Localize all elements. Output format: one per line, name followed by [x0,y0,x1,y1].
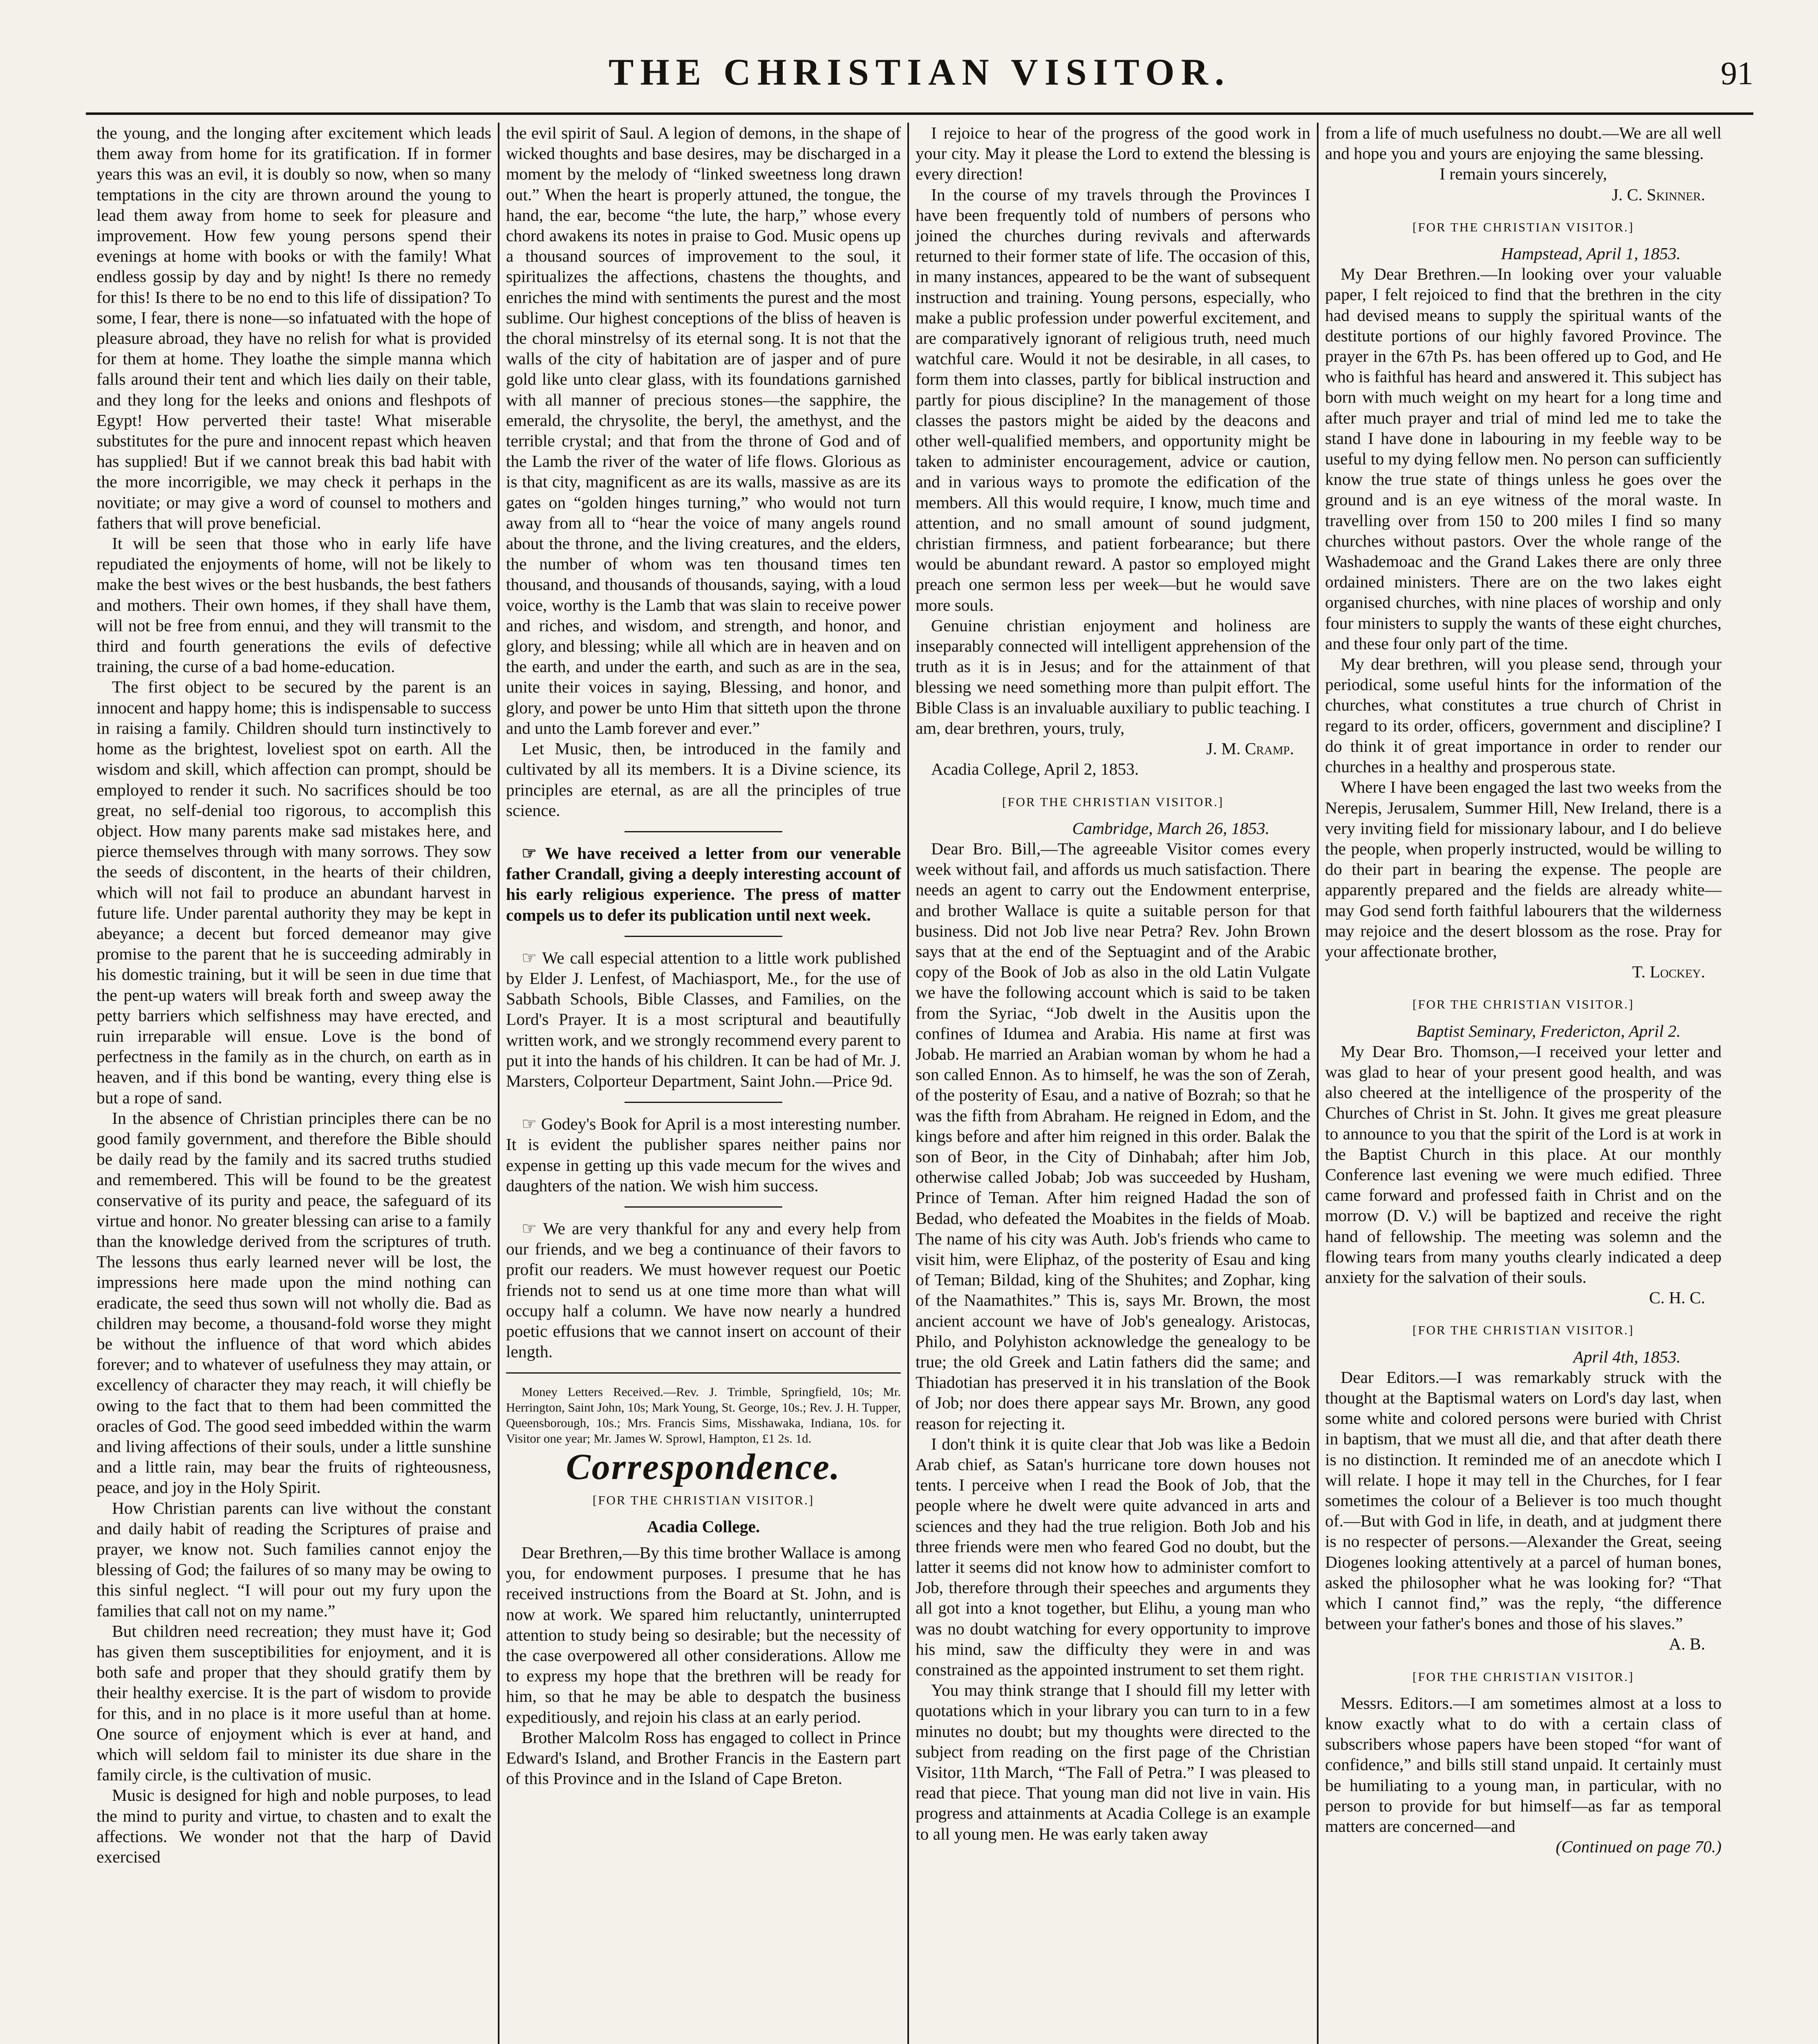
paragraph: from a life of much usefulness no doubt.—We are all well and hope you and yours are enjoying the same blessing. [1325,123,1722,163]
dateline: Baptist Seminary, Fredericton, April 2. [1416,1021,1681,1040]
paragraph: Genuine christian enjoyment and holiness are inseparably connected will intelligent apprehension of the truth as it is in Jesus; and for the attainment of that blessing we need something more than pulpit effort. The Bible Class is an invaluable auxiliary to public teaching. I am, dear brethren, yours, truly, [916,616,1310,737]
signature: T. Lockey. [1632,962,1705,982]
paragraph: Where I have been engaged the last two weeks from the Nerepis, Jerusalem, Summer Hill, New Ireland, there is a very inviting field for missionary labour, and I do believe the people, when properly instructed, would be willing to do their part in bearing the expense. The people are apparently prepared and the fields are already white—may God send forth faithful labourers that the wilderness may rejoice and the desert blossom as the rose. Pray for your affectionate brother, [1325,778,1722,961]
article-heading: Acadia College. [647,1517,760,1536]
column-4 [1319,123,1728,2044]
signature: C. H. C. [1649,1288,1705,1307]
page-title: THE CHRISTIAN VISITOR. [609,51,1231,93]
divider [625,1206,782,1208]
paragraph: My Dear Brethren.—In looking over your valuable paper, I felt rejoiced to find that the brethren in the city had devised means to supply the spiritual wants of the destitute portions of our highly favored Province. The prayer in the 67th Ps. has been offered up to God, and He who is faithful has heard and answered it. This subject has born with much weight on my heart for a long time and after much prayer and trial of mind led me to take the stand I have done in labouring in my feeble way to be useful to my dying fellow men. No person can sufficiently know the true state of things unless he goes over the ground and is an eye witness of the moral waste. In travelling over from 150 to 200 miles I find so many churches without pastors. Over the whole range of the Washademoac and the Grand Lakes there are only three ordained ministers. There are on the two lakes eight organised churches, with nine places of worship and only four ministers to supply the wants of these eight churches, and these four only part of the time. [1325,264,1722,653]
paragraph: The first object to be secured by the parent is an innocent and happy home; this is indispensable to success in raising a family. Children should turn instinctively to home as the brightest, loveliest spot on earth. All the wisdom and skill, which affection can prompt, should be employed to render it such. No sacrifices should be too great, no self-denial too rigorous, to accomplish this object. How many parents make sad mistakes here, and pierce themselves through with many sorrows. They sow the seeds of discontent, in the hearts of their children, which will not fail to produce an abundant harvest in future life. Under parental authority they may be kept in abeyance; a decent but forced demeanor may give promise to the parent that he is succeeding admirably in his domestic training, but it will be seen in due time that the pent-up waters will break forth and sweep away the petty barriers which selfishness may have erected, and ruin irreparable will ensue. Love is the bond of perfectness in the family as in the church, on earth as in heaven, and if this bond be wanting, every thing else is but a rope of sand. [96,677,491,1107]
divider [625,1102,782,1103]
paragraph: My dear brethren, will you please send, through your periodical, some useful hints for the information of the churches, what constitutes a true church of Christ in regard to its order, officers, government and discipline? I do think it of great importance in order to render our churches in a healthy and prosperous state. [1325,654,1722,776]
paragraph: I rejoice to hear of the progress of the good work in your city. May it please the Lord to extend the blessing is every direction! [916,123,1310,184]
dateline: April 4th, 1853. [1573,1347,1681,1366]
masthead [86,43,1753,115]
paragraph: How Christian parents can live without the constant and daily habit of reading the Scriptures of praise and prayer, we know not. Such families cannot enjoy the blessing of God; the failures of so many may be owing to this sinful neglect. “I will pour out my fury upon the families that call not on my name.” [96,1498,491,1620]
column-3 [909,123,1319,2044]
paragraph: It will be seen that those who in early life have repudiated the enjoyments of home, will not be likely to make the best wives or the best husbands, the best fathers and mothers. Their own homes, if they shall have them, will not be free from ennui, and they will transmit to the third and fourth generations the evils of defective training, the curse of a bad home-education. [96,534,491,676]
signature: J. M. Cramp. [1206,739,1294,758]
dateline: Hampstead, April 1, 1853. [1501,244,1681,263]
paragraph: Dear Bro. Bill,—The agreeable Visitor comes every week without fail, and affords us much satisfaction. There needs an agent to carry out the Endowment enterprise, and brother Wallace is quite a suitable person for that business. Did not Job live near Petra? Rev. John Brown says that at the end of the Septuagint and of the Arabic copy of the Book of Job as also in the old Latin Vulgate we have the following account which is said to be taken from the Syriac, “Job dwelt in the Ausitis upon the confines of Idumea and Arabia. His name at first was Jobab. He married an Arabian woman by whom he had a son called Ennon. As to himself, he was the son of Zerah, of the posterity of Esau, and a native of Bozrah; so that he was the fifth from Abraham. He reigned in Edom, and the kings before and after him reigned in this order. Balak the son of Beor, in the City of Dinhabah; after him Job, otherwise called Jobab; Job was succeeded by Husham, Prince of Teman. After him reigned Hadad the son of Bedad, who defeated the Moabites in the fields of Moab. The name of his city was Auth. Job's friends who came to visit him, were Eliphaz, of the posterity of Esau and king of Teman; Bildad, king of the Shuhites; and Zophar, king of the Naamathites.” This is, says Mr. Brown, the most ancient account we have of Job's genealogy. Aristocas, Philo, and Polyhiston acknowledge the genealogy to be true; the old Greek and Latin fathers did the same; and Thiadotian has preserved it in his translation of the Book of Job; nor does there appear says Mr. Brown, any good reason for rejecting it. [916,839,1310,1433]
paragraph: Brother Malcolm Ross has engaged to collect in Prince Edward's Island, and Brother Francis in the Eastern part of this Province and in the Island of Cape Breton. [506,1728,901,1788]
attribution-line: [FOR THE CHRISTIAN VISITOR.] [1412,1323,1634,1338]
money-letters: Money Letters Received.—Rev. J. Trimble, Springfield, 10s; Mr. Herrington, Saint John, 10s; Mark Young, St. George, 10s.; Rev. J. H. Tupper, Queensborough, 10s.; Mrs. Francis Sims, Misshawaka, Indiana, 10s. for Visitor one year; Mr. James W. Sprowl, Hampton, £1 2s. 1d. [506,1385,901,1446]
place-date: Acadia College, April 2, 1853. [931,760,1139,779]
divider [625,831,782,832]
paragraph: the young, and the longing after excitement which leads them away from home for its gratification. If in former years this was an evil, it is doubly so now, when so many temptations in the city are thrown around the young to lead them away from home to seek for pleasure and improvement. How few young persons spend their evenings at home with books or with the family! What endless gossip by day and by night! Is there no remedy for this! Is there to be no end to this life of dissipation? To some, I fear, there is none—so infatuated with the hope of pleasure abroad, they have no relish for what is provided for them at home. They loathe the simple manna which falls around their tent and which lies daily on their table, and they long for the leeks and onions and fleshpots of Egypt! How perverted their taste! What miserable substitutes for the pure and innocent repast which heaven has supplied! But if we cannot break this bad habit with the more incorrigible, we may check it perhaps in the novitiate; or may give a word of counsel to mothers and fathers that will prove beneficial. [96,123,491,532]
section-heading: Correspondence. [566,1447,841,1488]
paragraph: You may think strange that I should fill my letter with quotations which in your library you can turn to in a few minutes no doubt; but my thoughts were directed to the subject from reading on the first page of the Christian Visitor, 11th March, “The Fall of Petra.” I was pleased to read that piece. That young man did not live in vain. His progress and attainments at Acadia College is an example to all young men. He was early taken away [916,1681,1310,1843]
divider [506,1372,901,1374]
notice-lenfest: ☞ We call especial attention to a little work published by Elder J. Lenfest, of Machiasport, Me., for the use of Sabbath Schools, Bible Classes, and Families, on the Lord's Prayer. It is a most scriptural and beautifully written work, and we strongly recommend every parent to put it into the hands of his children. It can be had of Mr. J. Marsters, Colporteur Department, Saint John.—Price 9d. [506,948,901,1090]
paragraph: Dear Editors.—I was remarkably struck with the thought at the Baptismal waters on Lord's day last, when some white and colored persons were buried with Christ in baptism, that we must all die, and that after death there is no distinction. It reminded me of an anecdote which I will relate. I hope it may tell in the Churches, for I fear sometimes the colour of a Believer is too much thought of.—But with God in life, in death, and at judgment there is no respecter of persons.—Alexander the Great, seeing Diogenes looking attentively at a parcel of human bones, asked the philosopher what he was looking for? “That which I cannot find,” was the reply, “the difference between your father's bones and those of his slaves.” [1325,1367,1722,1633]
attribution-line: [FOR THE CHRISTIAN VISITOR.] [1412,997,1634,1012]
notice-poetic-friends: ☞ We are very thankful for any and every help from our friends, and we beg a continuance of their favors to profit our readers. We must however request our Poetic friends not to send us at one time more than what will occupy half a column. We have now nearly a hundred poetic effusions that we cannot insert on account of their length. [506,1219,901,1361]
column-2 [499,123,909,2044]
notice-crandall: ☞ We have received a letter from our venerable father Crandall, giving a deeply interesting account of his early religious experience. The press of matter compels us to defer its publication until next week. [506,843,901,924]
dateline: Cambridge, March 26, 1853. [1072,818,1269,838]
page-number: 91 [1721,56,1753,92]
paragraph: Dear Brethren,—By this time brother Wallace is among you, for endowment purposes. I presume that he has received instructions from the Board at St. John, and is now at work. We spared him reluctantly, uninterrupted attention to study being so desirable; but the necessity of the case overpowered all other considerations. Allow me to express my hope that the brethren will be ready for him, so that he may be able to despatch the business expeditiously, and rejoin his class at an early period. [506,1543,901,1726]
attribution-line: [FOR THE CHRISTIAN VISITOR.] [592,1493,815,1507]
paragraph: But children need recreation; they must have it; God has given them susceptibilities for enjoyment, and it is both safe and proper that they should gratify them by their healthy exercise. It is the part of wisdom to provide for this, and in no place is it more useful than at home. One source of enjoyment which is ever at hand, and which will seldom fail to minister its due share in the family circle, is the cultivation of music. [96,1621,491,1784]
paragraph: My Dear Bro. Thomson,—I received your letter and was glad to hear of your present good health, and was also cheered at the intelligence of the prosperity of the Churches of Christ in St. John. It gives me great pleasure to announce to you that the spirit of the Lord is at work in the Baptist Church in this place. At our monthly Conference last evening we were much edified. Three came forward and professed faith in Christ and on the morrow (D. V.) will be baptized and receive the right hand of fellowship. The meeting was solemn and the flowing tears from many youths clearly indicated a deep anxiety for the salvation of their souls. [1325,1042,1722,1286]
paragraph: the evil spirit of Saul. A legion of demons, in the shape of wicked thoughts and base desires, may be discharged in a moment by the melody of “linked sweetness long drawn out.” When the heart is properly attuned, the tongue, the hand, the ear, become “the lute, the harp,” whose every chord awakens its notes in praise to God. Music opens up a thousand sources of improvement to the soul, it spiritualizes the affections, chastens the thoughts, and enriches the mind with sentiments the purest and the most sublime. Our highest conceptions of the bliss of heaven is the choral minstrelsy of its eternal song. It is not that the walls of the city of habitation are of jasper and of pure gold like unto clear glass, with its foundations garnished with all manner of precious stones—the sapphire, the emerald, the chrysolite, the beryl, the amethyst, and the terrible crystal; and that from the throne of God and of the Lamb the river of the water of life flows. Glorious as is that city, magnificent as are its walls, massive as are its gates on “golden hinges turning,” who would not turn away from all to “hear the voice of many angels round about the throne, and the living creatures, and the elders, the number of whom was ten thousand times ten thousand, and thousands of thousands, saying, with a loud voice, worthy is the Lamb that was slain to receive power and riches, and wisdom, and strength, and honor, and glory, and blessing; while all which are in heaven and on the earth, and under the earth, and such as are in the sea, unite their voices in saying, Blessing, and honor, and glory, and power be unto Him that sitteth upon the throne and unto the Lamb forever and ever.” [506,123,901,737]
paragraph: Music is designed for high and noble purposes, to lead the mind to purity and virtue, to chasten and to exalt the affections. We wonder not that the harp of David exercised [96,1786,491,1867]
attribution-line: [FOR THE CHRISTIAN VISITOR.] [1412,1669,1634,1684]
paragraph: I don't think it is quite clear that Job was like a Bedoin Arab chief, as Satan's hurricane tore down houses not tents. I perceive when I read the Book of Job, that the people where he dwelt were quite advanced in arts and sciences and they had the true religion. Both Job and his three friends were men who feared God no doubt, but the latter it seems did not know how to administer comfort to Job, therefore through their speeches and arguments they all got into a knot together, but Elihu, a young man who was no doubt watching for every opportunity to improve his mind, saw the difficulty they were in and was constrained as the appointed instrument to set them right. [916,1434,1310,1679]
attribution-line: [FOR THE CHRISTIAN VISITOR.] [1412,220,1634,234]
signature: A. B. [1669,1634,1705,1654]
column-1 [90,123,499,2044]
signature: J. C. Skinner. [1612,185,1705,204]
attribution-line: [FOR THE CHRISTIAN VISITOR.] [1002,794,1224,809]
continuation-note: (Continued on page 70.) [1556,1837,1722,1856]
paragraph: Let Music, then, be introduced in the family and cultivated by all its members. It is a Divine science, its principles are eternal, as are all the principles of true science. [506,739,901,820]
divider [625,936,782,937]
paragraph: Messrs. Editors.—I am sometimes almost at a loss to know exactly what to do with a certain class of subscribers whose papers have been stoped “for want of confidence,” and bills still stand unpaid. It certainly must be humiliating to a young man, in particular, with no person to provide for but himself—as far as temporal matters are concerned—and [1325,1693,1722,1836]
paragraph: In the course of my travels through the Provinces I have been frequently told of numbers of persons who joined the churches during revivals and afterwards returned to their former state of life. The occasion of this, in many instances, appeared to be the want of subsequent instruction and training. Young persons, especially, who make a public profession under powerful excitement, and are comparatively ignorant of religious truth, need much watchful care. Would it not be desirable, in all cases, to form them into classes, partly for biblical instruction and partly for pious discipline? In the management of those classes the pastors might be aided by the deacons and other well-qualified members, and opportunity might be taken to administer encouragement, advice or caution, and in various ways to promote the edification of the members. All this would require, I know, much time and attention, and no small amount of sound judgment, christian firmness, and patient forbearance; but there would be abundant reward. A pastor so employed might preach one sermon less per week—but he would save more souls. [916,185,1310,614]
notice-godey: ☞ Godey's Book for April is a most interesting number. It is evident the publisher spares neither pains nor expense in getting up this vade mecum for the wives and daughters of the nation. We wish him success. [506,1114,901,1195]
article-columns [90,123,1758,2044]
closing: I remain yours sincerely, [1440,164,1607,184]
paragraph: In the absence of Christian principles there can be no good family government, and therefore the Bible should be daily read by the family and its sacred truths studied and remembered. This will be found to be the greatest conservative of its purity and peace, the safeguard of its virtue and honor. No greater blessing can arise to a family than the knowledge derived from the scriptures of truth. The lessons thus early learned never will be lost, the impressions here made upon the mind nothing can eradicate, the seed thus sown will not wholly die. Bad as children may become, a thousand-fold worse they might be without the influence of that word which abides forever; and to whatever of usefulness they may attain, or excellency of character they may reach, it will chiefly be owing to the fact that to them had been committed the oracles of God. The good seed imbedded within the warm and living affections of their souls, under a little sunshine and a little rain, may bear the fruits of righteousness, peace, and joy in the Holy Spirit. [96,1108,491,1497]
